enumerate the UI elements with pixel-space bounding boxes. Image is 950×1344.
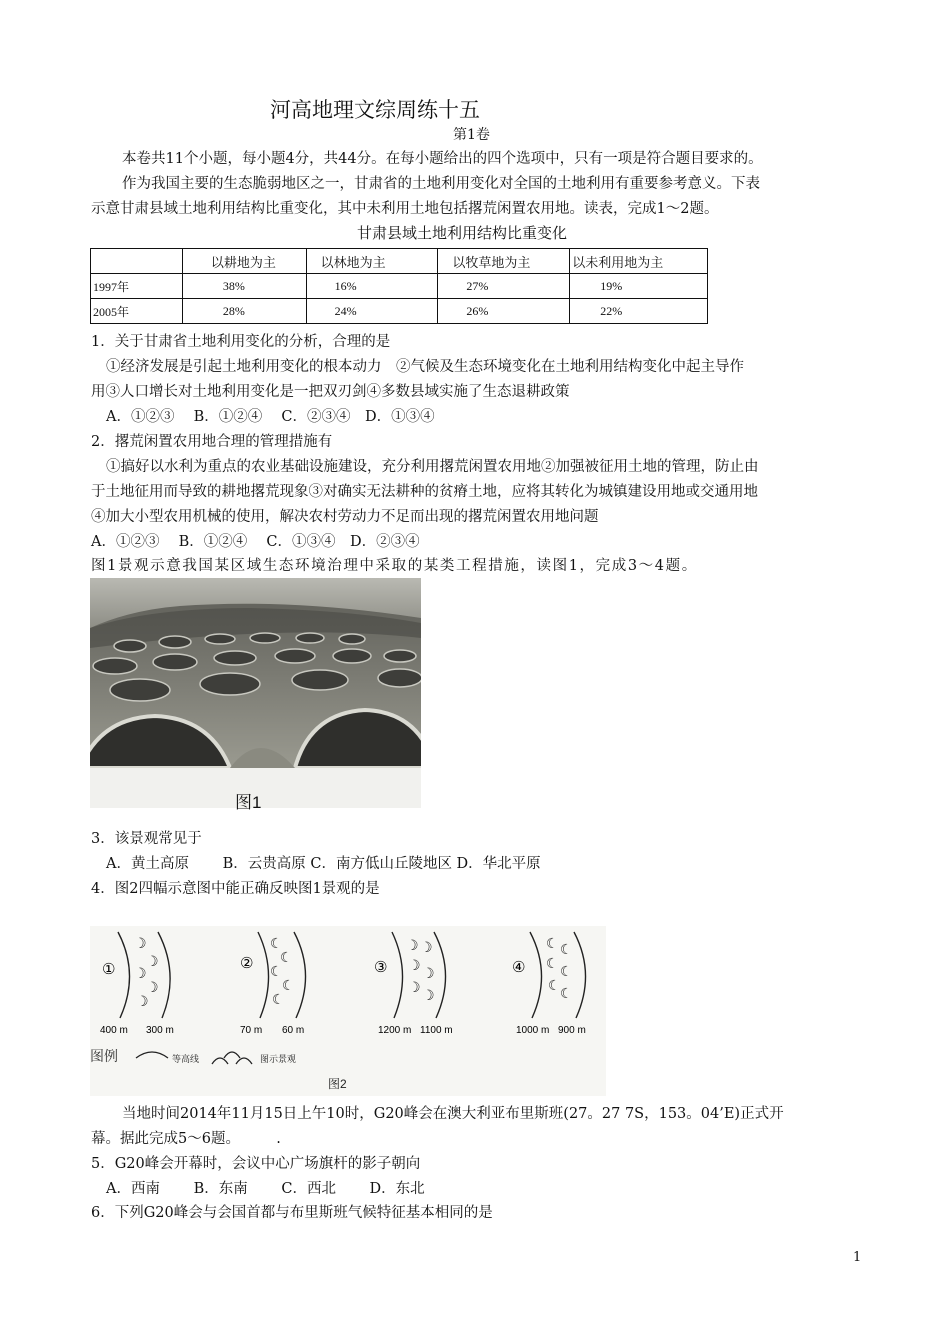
table-header-row: [91, 249, 708, 274]
fig1-intro: 图1景观示意我国某区域生态环境治理中采取的某类工程措施，读图1，完成3～4题。: [91, 558, 698, 574]
fig2-legend-contour: 等高线: [172, 1054, 200, 1064]
svg-text:☾: ☾: [272, 991, 285, 1007]
svg-text:☾: ☾: [280, 949, 293, 965]
page-title: 河高地理文综周练十五: [270, 98, 480, 122]
fig2-label: 图2: [328, 1077, 347, 1091]
page-number: 1: [853, 1250, 862, 1265]
fig2-outer-label: 1200 m: [378, 1025, 412, 1036]
svg-text:☾: ☾: [560, 985, 573, 1001]
q2-line1: ①搞好以水利为重点的农业基础设施建设，充分利用撂荒闲置农用地②加强被征用土地的管理，防止由: [106, 459, 759, 475]
passage1-line2: 示意甘肃县域土地利用结构比重变化，其中未利用土地包括撂荒闲置农用地。读表，完成1～2题。: [91, 201, 719, 217]
table-cell: 38%: [182, 274, 306, 299]
table-cell: 22%: [570, 299, 708, 324]
q5-stem: 5．G20峰会开幕时，会议中心广场旗杆的影子朝向: [91, 1156, 421, 1172]
fig2-svg: [90, 926, 606, 1096]
svg-text:☽: ☽: [408, 979, 421, 995]
table-cell: 24%: [306, 299, 438, 324]
table-header-cell: 以林地为主: [306, 249, 438, 274]
fig2-inner-label: 1100 m: [420, 1025, 453, 1036]
fig2-panel-num: ③: [374, 959, 388, 976]
fig2-outer-label: 400 m: [100, 1025, 128, 1036]
svg-text:☾: ☾: [546, 935, 559, 951]
table-header-cell: 以未利用地为主: [570, 249, 708, 274]
fig1-label: 图1: [235, 793, 262, 812]
svg-text:☽: ☽: [146, 979, 159, 995]
fig2-panel-num: ④: [512, 959, 526, 976]
passage1-line1: 作为我国主要的生态脆弱地区之一，甘肃省的土地利用变化对全国的土地利用有重要参考意义。下表: [122, 176, 760, 192]
svg-text:☾: ☾: [560, 963, 573, 979]
table-row: [91, 274, 708, 299]
q3-stem: 3．该景观常见于: [91, 831, 202, 847]
fig2-legend-scene: 图示景观: [260, 1054, 297, 1064]
q1-stem: 1．关于甘肃省土地利用变化的分析，合理的是: [91, 334, 391, 350]
table-cell: 16%: [306, 274, 438, 299]
section-label: 第1卷: [453, 127, 490, 143]
table-header-cell: [91, 249, 183, 274]
q3-options: A．黄土高原 B．云贵高原 C．南方低山丘陵地区 D．华北平原: [106, 856, 541, 872]
svg-text:☽: ☽: [146, 953, 159, 969]
fig2-legend-title: 图例: [90, 1048, 118, 1064]
q2-stem: 2．撂荒闲置农用地合理的管理措施有: [91, 434, 333, 450]
fig2-inner-label: 900 m: [558, 1025, 586, 1036]
fig2-panel-num: ②: [240, 955, 254, 972]
svg-text:☾: ☾: [546, 955, 559, 971]
table-cell: 1997年: [91, 274, 183, 299]
table-header-cell: 以耕地为主: [182, 249, 306, 274]
svg-text:☽: ☽: [422, 965, 435, 981]
fig1-photo-svg: [90, 578, 421, 768]
q2-line3: ④加大小型农用机械的使用，解决农村劳动力不足而出现的撂荒闲置农用地问题: [91, 509, 599, 525]
fig2-diagram: [90, 926, 606, 1096]
land-use-table: [90, 248, 708, 324]
passage2-line2: 幕。据此完成5～6题。 .: [91, 1131, 281, 1147]
q4-stem: 4．图2四幅示意图中能正确反映图1景观的是: [91, 881, 380, 897]
q1-line2: 用③人口增长对土地利用变化是一把双刃剑④多数县域实施了生态退耕政策: [91, 384, 570, 400]
table-header-cell: 以牧草地为主: [438, 249, 570, 274]
table-caption: 甘肃县域土地利用结构比重变化: [357, 224, 568, 242]
q2-line2: 于土地征用而导致的耕地撂荒现象③对确实无法耕种的贫瘠土地，应将其转化为城镇建设用地或交通用地: [91, 484, 758, 500]
svg-text:☽: ☽: [134, 965, 147, 981]
landscape-marks: [546, 935, 573, 1001]
q1-options: A．①②③ B．①②④ C．②③④ D．①③④: [106, 409, 435, 425]
table-cell: 26%: [438, 299, 570, 324]
svg-text:☽: ☽: [422, 987, 435, 1003]
svg-text:☾: ☾: [270, 935, 283, 951]
svg-text:☽: ☽: [134, 935, 147, 951]
svg-text:☾: ☾: [560, 941, 573, 957]
fig1-photo: [90, 578, 421, 768]
svg-text:☽: ☽: [406, 937, 419, 953]
table-cell: 2005年: [91, 299, 183, 324]
table-row: [91, 299, 708, 324]
svg-text:☽: ☽: [420, 939, 433, 955]
intro-text: 本卷共11个小题，每小题4分，共44分。在每小题给出的四个选项中，只有一项是符合题目要求的。: [122, 151, 763, 167]
q2-options: A．①②③ B．①②④ C．①③④ D．②③④: [91, 534, 420, 550]
fig2-outer-label: 1000 m: [516, 1025, 550, 1036]
svg-text:☾: ☾: [282, 977, 295, 993]
fig2-inner-label: 60 m: [282, 1025, 305, 1036]
q5-options: A．西南 B．东南 C．西北 D．东北: [106, 1181, 425, 1197]
fig2-inner-label: 300 m: [146, 1025, 174, 1036]
svg-text:☽: ☽: [136, 993, 149, 1009]
table-cell: 27%: [438, 274, 570, 299]
svg-text:☽: ☽: [408, 957, 421, 973]
q1-line1: ①经济发展是引起土地利用变化的根本动力 ②气候及生态环境变化在土地利用结构变化中起主导作: [106, 359, 744, 375]
landscape-marks: [406, 937, 435, 1003]
fig2-panel-num: ①: [102, 961, 116, 978]
passage2-line1: 当地时间2014年11月15日上午10时，G20峰会在澳大利亚布里斯班(27。27 7S，153。04’E)正式开: [122, 1106, 784, 1122]
table-cell: 28%: [182, 299, 306, 324]
q6-stem: 6．下列G20峰会与会国首都与布里斯班气候特征基本相同的是: [91, 1205, 493, 1221]
svg-text:☾: ☾: [270, 963, 283, 979]
table-cell: 19%: [570, 274, 708, 299]
svg-text:☾: ☾: [548, 977, 561, 993]
fig2-outer-label: 70 m: [240, 1025, 263, 1036]
